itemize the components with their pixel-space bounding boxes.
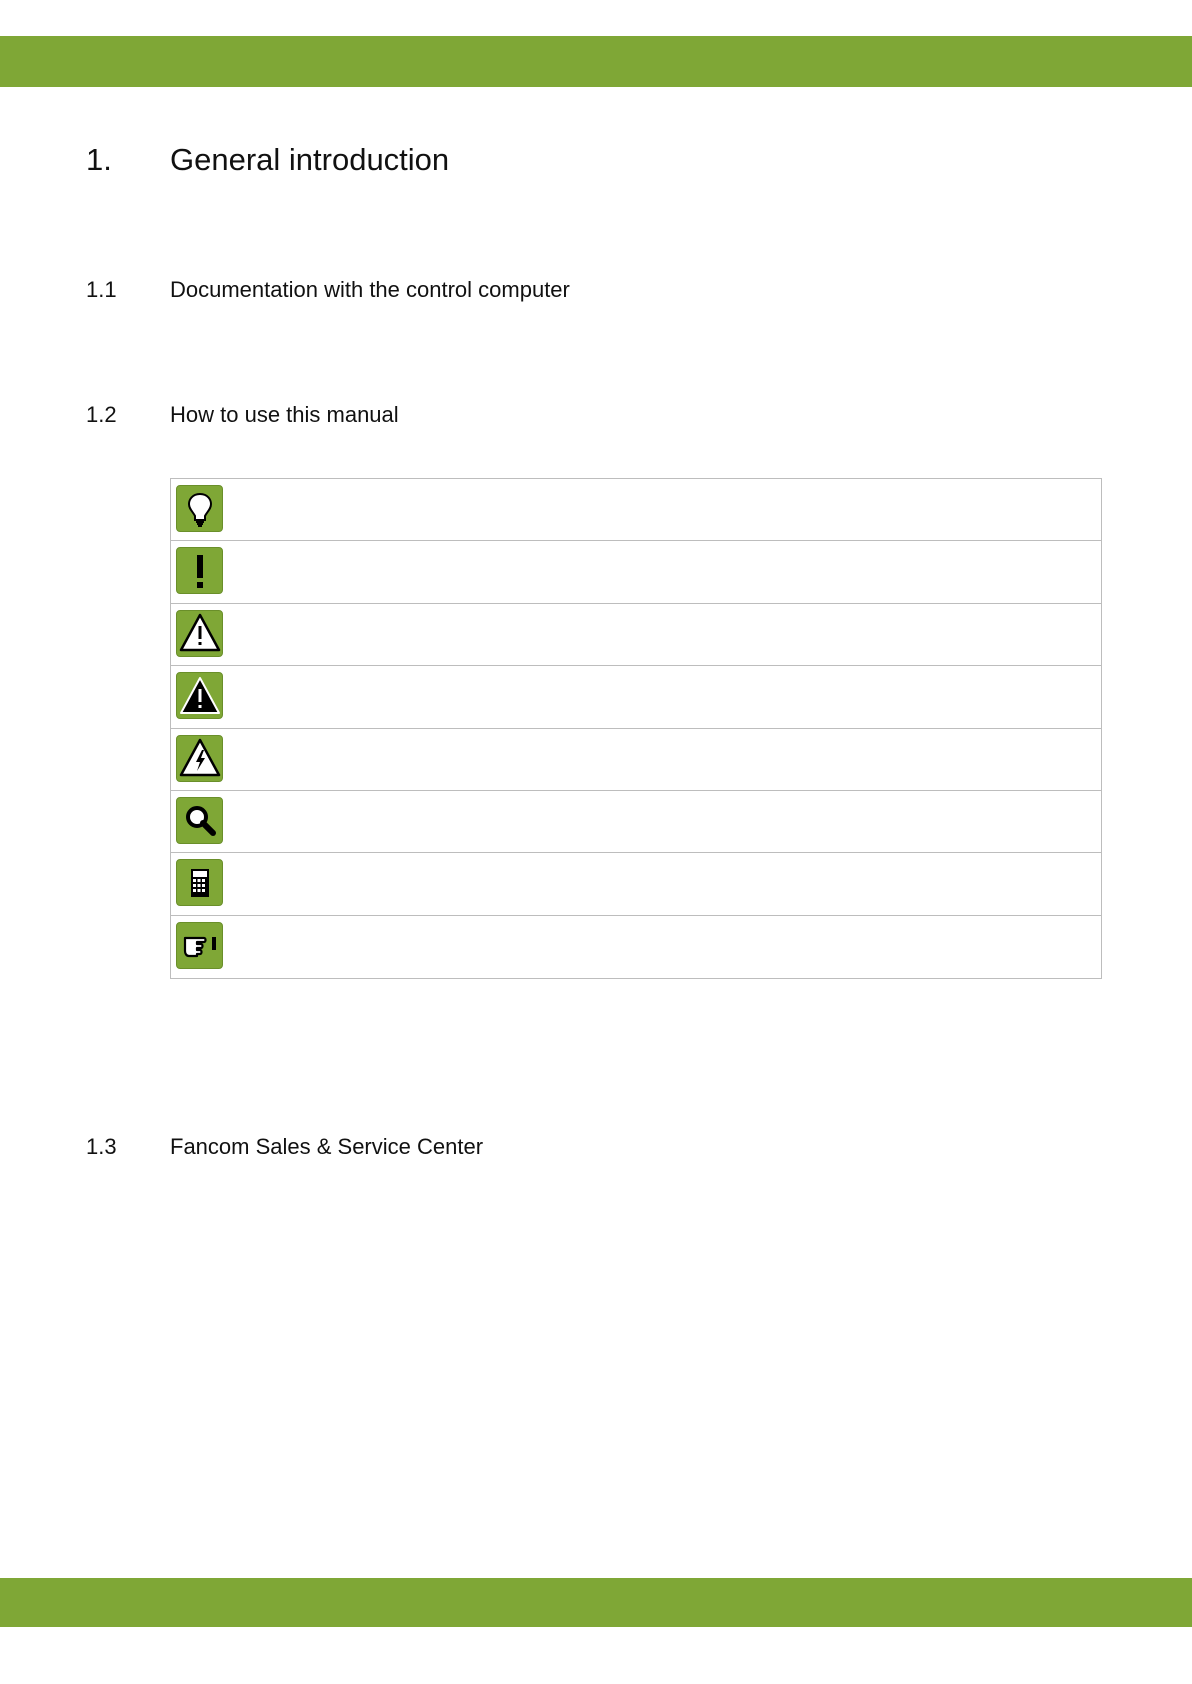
section-title: Fancom Sales & Service Center	[170, 1134, 484, 1159]
symbol-row-electric	[171, 729, 1101, 791]
symbol-row-procedure	[171, 916, 1101, 978]
electric-hazard-icon	[176, 735, 223, 782]
pointing-hand-icon	[176, 922, 223, 969]
warning-filled-icon	[176, 672, 223, 719]
section-title: How to use this manual	[170, 402, 399, 427]
section-number: 1.2	[86, 402, 117, 427]
symbol-table	[170, 478, 1102, 979]
section-title: Documentation with the control computer	[170, 277, 570, 302]
magnifier-icon	[176, 797, 223, 844]
section-heading-1-2	[86, 402, 399, 428]
section-title: General introduction	[170, 142, 450, 177]
calculator-icon	[176, 859, 223, 906]
symbol-row-calculate	[171, 853, 1101, 915]
symbol-row-tip	[171, 479, 1101, 541]
symbol-row-note	[171, 541, 1101, 603]
lightbulb-icon	[176, 485, 223, 532]
section-heading-1-3	[86, 1134, 483, 1160]
section-heading-1	[86, 142, 449, 178]
symbol-row-caution	[171, 604, 1101, 666]
section-heading-1-1	[86, 277, 570, 303]
footer-band	[0, 1578, 1192, 1627]
exclamation-icon	[176, 547, 223, 594]
section-number: 1.1	[86, 277, 117, 302]
header-band	[0, 36, 1192, 87]
symbol-row-search	[171, 791, 1101, 853]
section-number: 1.3	[86, 1134, 117, 1159]
section-number: 1.	[86, 142, 112, 177]
symbol-row-warning	[171, 666, 1101, 728]
warning-outline-icon	[176, 610, 223, 657]
